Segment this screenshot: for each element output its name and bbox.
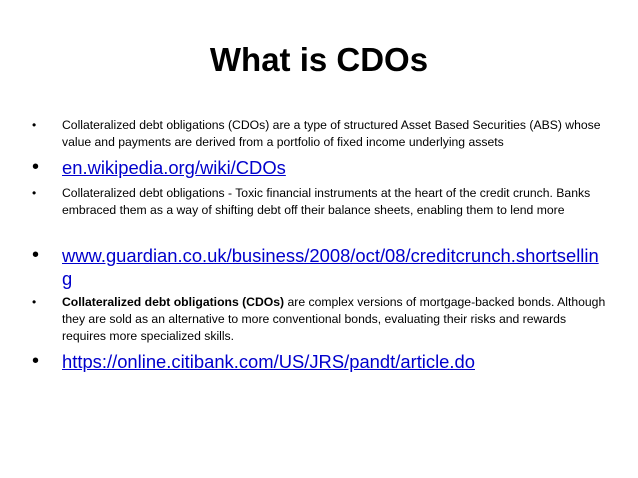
wikipedia-link[interactable]: en.wikipedia.org/wiki/CDOs [62, 157, 286, 178]
citibank-link[interactable]: https://online.citibank.com/US/JRS/pandt/article.do [62, 351, 475, 372]
bullet-text: Collateralized debt obligations (CDOs) are a type of structured Asset Based Securities (ABS) whose value and payments are derived from a portfolio of fixed income underlying assets [62, 118, 601, 149]
bullet-bold-term: Collateralized debt obligations (CDOs) [62, 295, 285, 309]
bullet-item [32, 156, 608, 179]
bullet-item [32, 294, 608, 345]
bullet-dot: • [32, 295, 37, 309]
bullet-text: Collateralized debt obligations - Toxic financial instruments at the heart of the credit crunch. Banks embraced them as a way of shifting debt off their balance sheets, enabling them to lend more [62, 186, 591, 217]
slide-title: What is CDOs [209, 41, 429, 78]
bullet-dot: • [32, 244, 40, 266]
bullet-item [32, 350, 608, 373]
guardian-link[interactable]: www.guardian.co.uk/business/2008/oct/08/creditcrunch.shortselling [62, 245, 599, 289]
bullet-dot: • [32, 156, 40, 178]
bullet-dot: • [32, 186, 37, 200]
bullet-body: are complex versions of mortgage-backed bonds. Although they are sold as an alternative to more conventional bonds, evaluating their risks and rewards requires more specialized skills. [62, 295, 606, 343]
bullet-item [32, 117, 608, 151]
bullet-item [32, 185, 608, 219]
bullet-text [62, 294, 608, 345]
bullet-item [32, 244, 608, 290]
bullet-dot: • [32, 350, 40, 372]
bullet-dot: • [32, 118, 37, 132]
